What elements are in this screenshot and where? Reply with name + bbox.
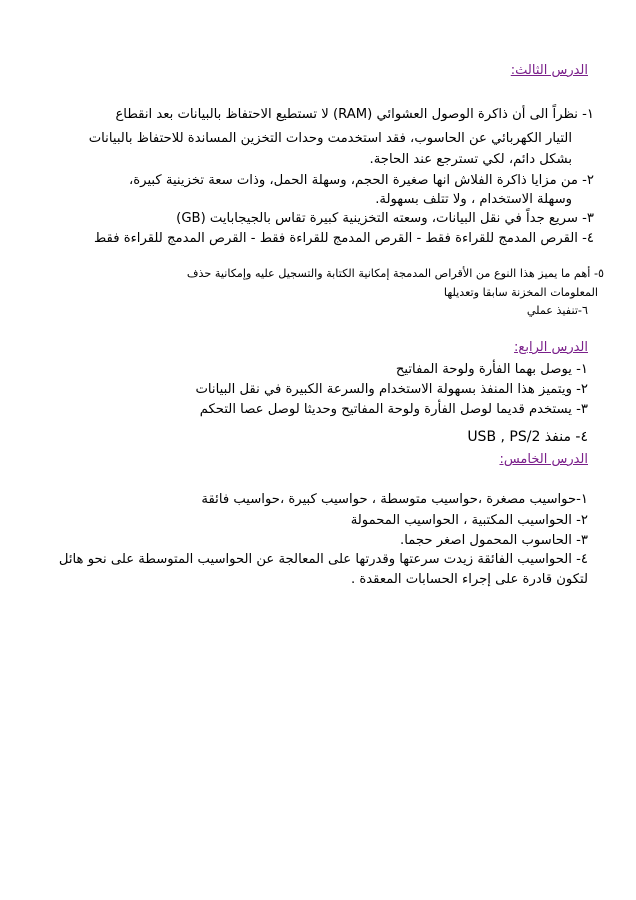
lesson5-line-1: ١-حواسيب مصغرة ،حواسيب متوسطة ، حواسيب كبيرة ،حواسيب فائقة — [201, 492, 588, 507]
lesson3-line-2: التيار الكهربائي عن الحاسوب، فقد استخدمت وحدات التخزين المساندة للاحتفاظ بالبيانات — [88, 131, 572, 146]
lesson4-line-1: ١- يوصل بهما الفأرة ولوحة المفاتيح — [395, 362, 588, 377]
lesson3-line-3: بشكل دائم، لكي تسترجع عند الحاجة. — [369, 152, 572, 167]
lesson3-line-9: المعلومات المخزنة سابقا وتعديلها — [443, 286, 598, 299]
lesson4-line-4: ٤- منفذ USB , PS/2 — [467, 429, 588, 445]
lesson5-line-4: ٤- الحواسيب الفائقة زيدت سرعتها وقدرتها على المعالجة عن الحواسيب المتوسطة على نحو هائل — [58, 552, 588, 567]
lesson3-line-10: ٦-تنفيذ عملي — [526, 304, 588, 317]
lesson5-line-2: ٢- الحواسيب المكتبية ، الحواسيب المحمولة — [350, 513, 588, 528]
lesson5-heading: الدرس الخامس: — [499, 452, 588, 467]
lesson3-line-7: ٤- القرص المدمج للقراءة فقط - القرص المدمج للقراءة فقط - القرص المدمج للقراءة فقط — [94, 231, 594, 246]
lesson3-heading: الدرس الثالث: — [510, 63, 588, 78]
lesson3-line-6: ٣- سريع جداً في نقل البيانات، وسعته التخزينية كبيرة تقاس بالجيجابايت (GB) — [176, 211, 594, 226]
lesson5-line-5: لتكون قادرة على إجراء الحسابات المعقدة . — [350, 572, 588, 587]
lesson4-line-3: ٣- يستخدم قديما لوصل الفأرة ولوحة المفاتيح وحديثا لوصل عصا التحكم — [199, 402, 588, 417]
lesson4-line-2: ٢- ويتميز هذا المنفذ بسهولة الاستخدام والسرعة الكبيرة في نقل البيانات — [195, 382, 588, 397]
lesson3-line-4: ٢- من مزايا ذاكرة الفلاش انها صغيرة الحجم، وسهلة الحمل، وذات سعة تخزينية كبيرة، — [129, 173, 594, 188]
lesson4-heading: الدرس الرابع: — [514, 340, 588, 355]
lesson3-line-8: ٥- أهم ما يميز هذا النوع من الأقراص المدمجة إمكانية الكتابة والتسجيل عليه وإمكانية حذف — [186, 267, 604, 280]
lesson5-line-3: ٣- الحاسوب المحمول اصغر حجما. — [400, 533, 588, 548]
lesson3-line-5: وسهلة الاستخدام ، ولا تتلف بسهولة. — [375, 192, 572, 207]
lesson3-line-1: ١- نظراً الى أن ذاكرة الوصول العشوائي (RAM) لا تستطيع الاحتفاظ بالبيانات بعد انقطاع — [115, 107, 594, 122]
